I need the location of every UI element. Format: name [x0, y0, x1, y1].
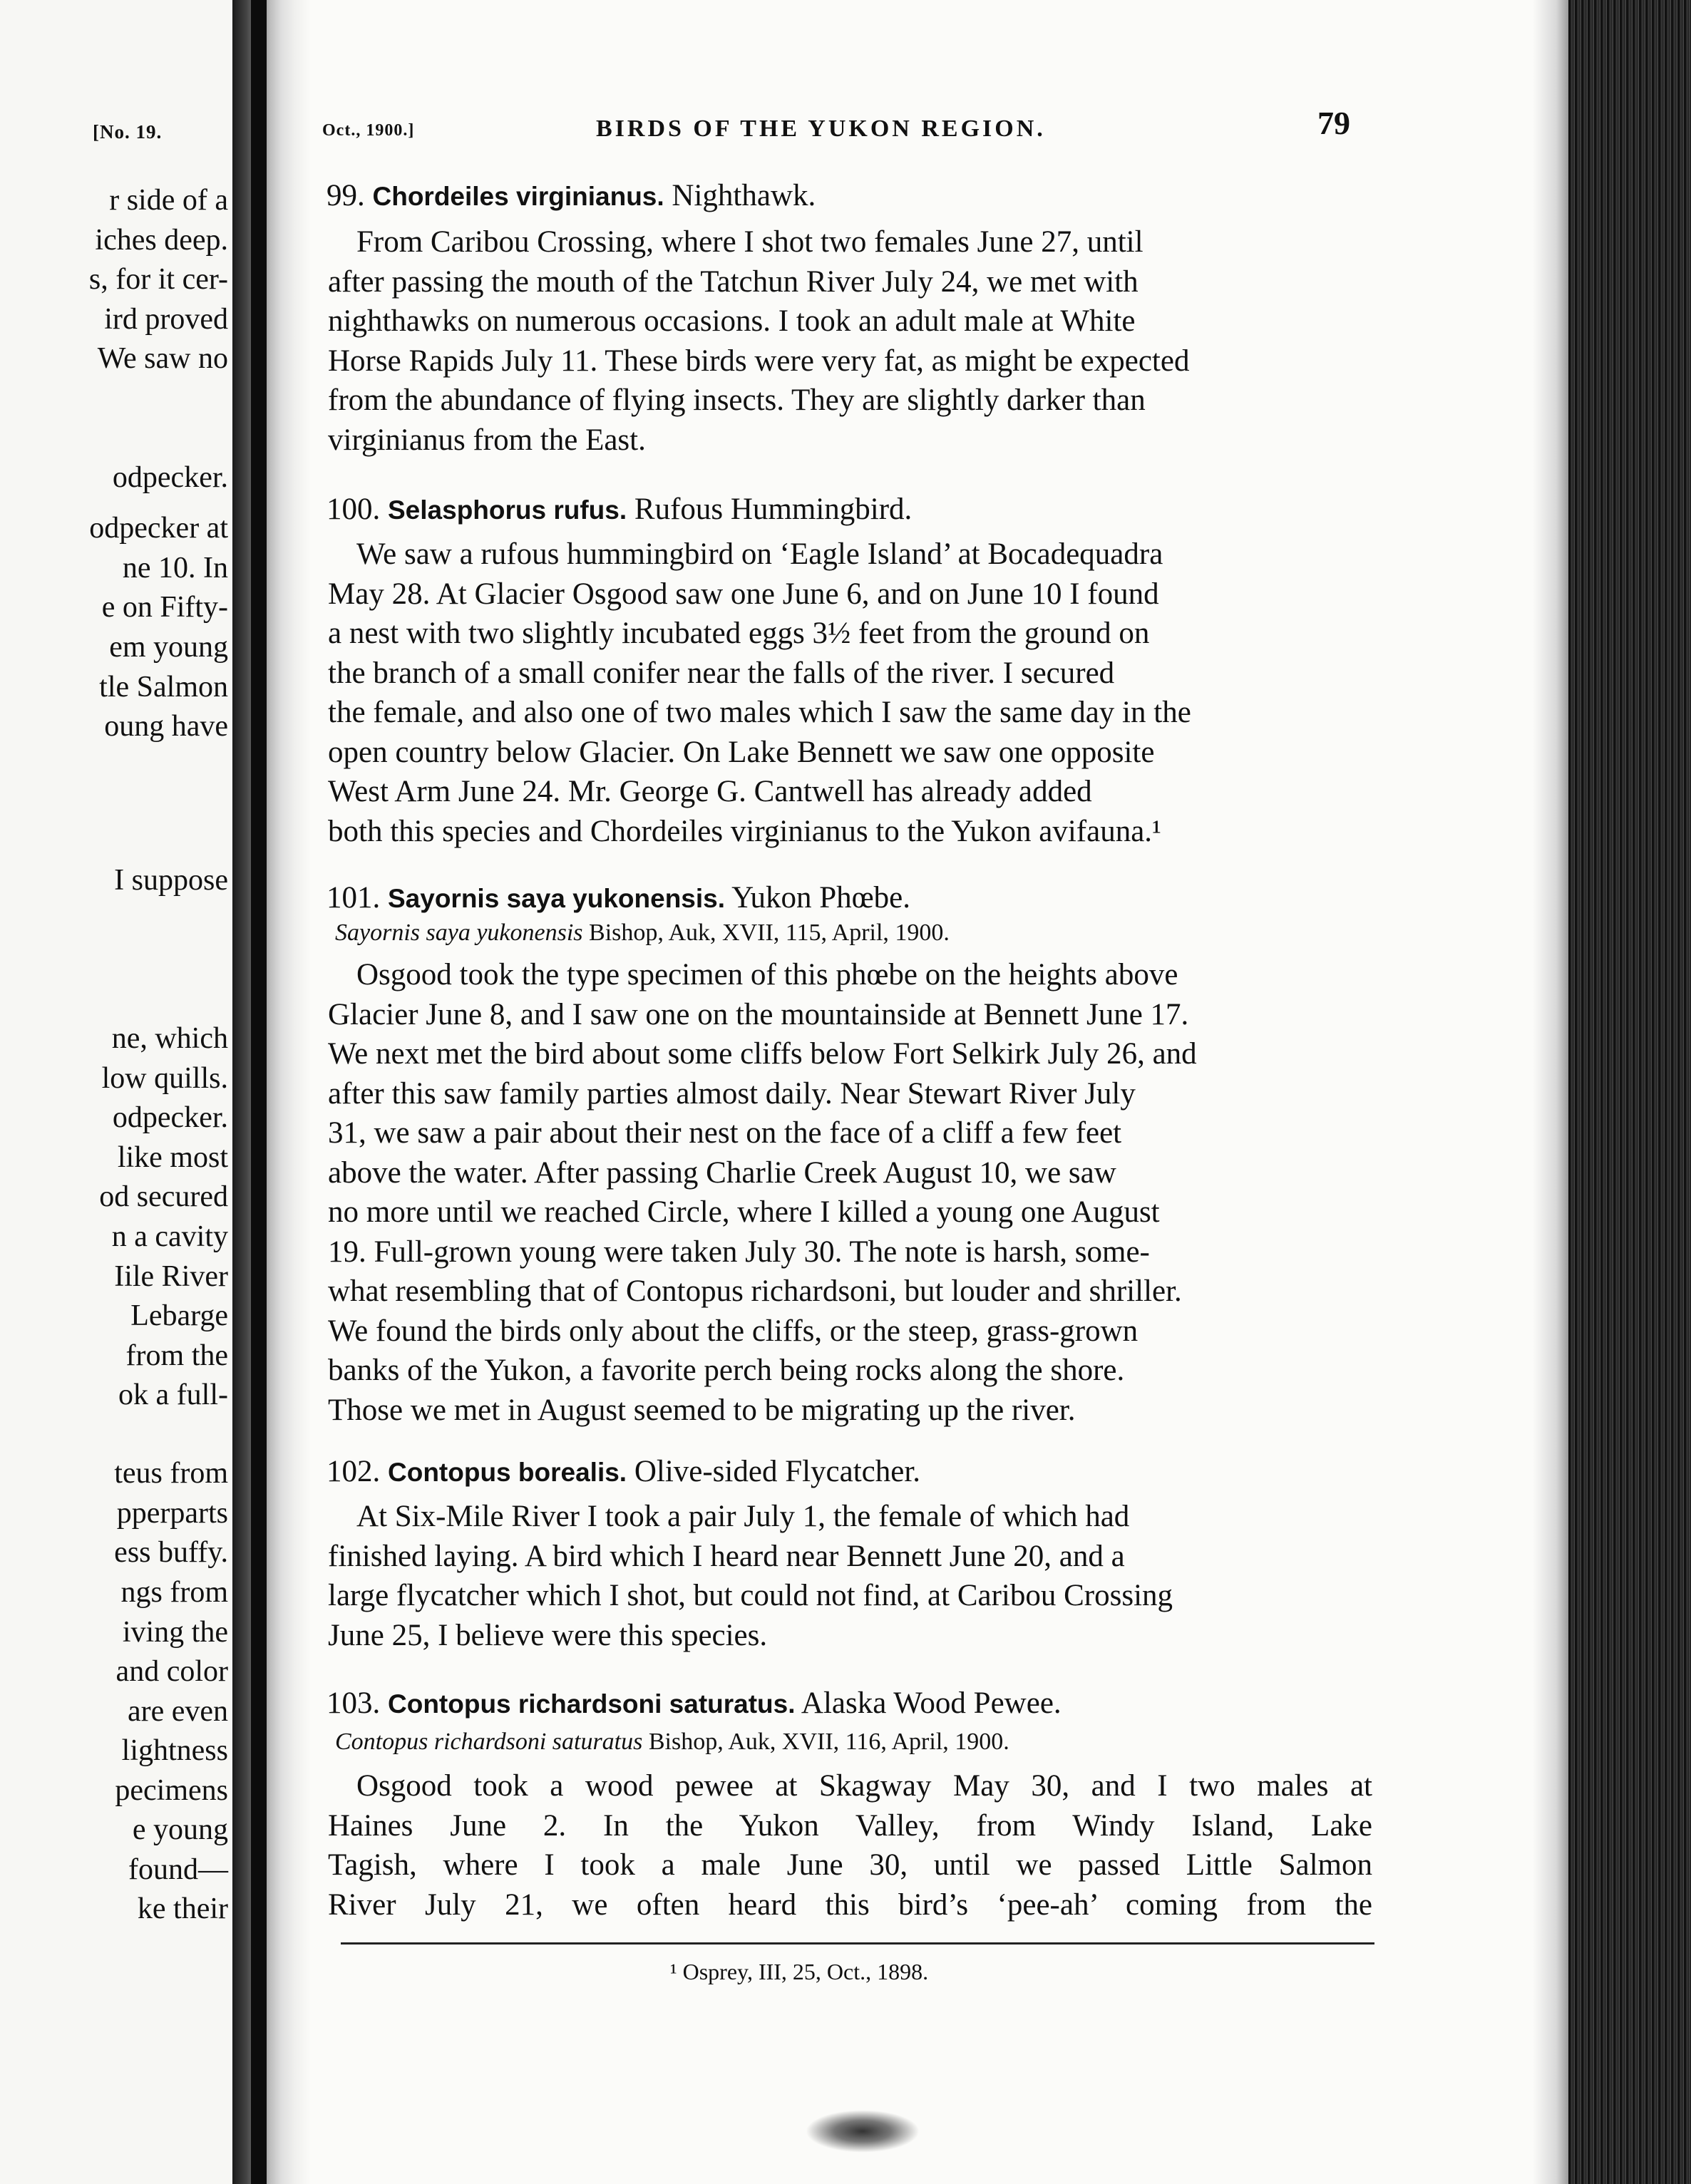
left-page-line: odpecker. — [112, 461, 228, 494]
left-page-line: pecimens — [115, 1774, 228, 1807]
left-page-line: Iile River — [114, 1260, 228, 1293]
species-102-heading: 102. Contopus borealis. Olive-sided Flycatcher. — [327, 1455, 921, 1488]
left-page-line: ngs from — [120, 1576, 228, 1609]
left-page-line: r side of a — [109, 184, 228, 217]
left-page-line: odpecker. — [112, 1101, 228, 1134]
left-page-header: [No. 19. — [93, 121, 163, 143]
left-page-line: found— — [128, 1853, 228, 1886]
left-page-line: from the — [125, 1339, 228, 1372]
book-page-edges — [1568, 0, 1691, 2184]
footnote: ¹ Osprey, III, 25, Oct., 1898. — [670, 1959, 929, 1984]
species-100-text: We saw a rufous hummingbird on ‘Eagle Island’ at Bocadequadra May 28. At Glacier Osgood saw one June 6, and on June 10 I found a nest with two slightly incubated eggs 3½ feet from the ground on the branch of a small conifer near the falls of the river. I secured the female, and also one of two males which I saw the same day in the open country below Glacier. On Lake Bennett we saw one opposite West Arm June 24. Mr. George G. Cantwell has already added both this species and Chordeiles virginianus to the Yukon avifauna.¹ — [328, 537, 1191, 848]
left-page-line: odpecker at — [89, 512, 228, 545]
species-103-text: Osgood took a wood pewee at Skagway May 30, and I two males at Haines June 2. In the Yukon Valley, from Windy Island, Lake Tagish, where I took a male June 30, until we passed Little Salmon River July 21, we often heard this bird’s ‘pee-ah’ coming from the — [328, 1769, 1372, 1922]
header-date: Oct., 1900.] — [322, 121, 415, 140]
species-101-citation: Sayornis saya yukonensis Bishop, Auk, XVII, 115, April, 1900. — [335, 920, 950, 946]
running-title: BIRDS OF THE YUKON REGION. — [596, 115, 1046, 142]
species-common-name: Nighthawk. — [672, 179, 816, 212]
left-page-line: ok a full- — [118, 1379, 228, 1411]
species-101-heading: 101. Sayornis saya yukonensis. Yukon Phœbe. — [327, 881, 911, 915]
left-page-line: and color — [115, 1655, 228, 1688]
left-page-line: teus from — [114, 1457, 228, 1490]
left-page-line: are even — [127, 1695, 228, 1728]
left-page-line: lightness — [121, 1734, 228, 1767]
species-100-heading: 100. Selasphorus rufus. Rufous Hummingbird. — [327, 493, 913, 526]
left-page-line: e on Fifty- — [101, 591, 228, 624]
left-page-line: iving the — [122, 1616, 228, 1649]
left-page-line: I suppose — [114, 864, 228, 897]
left-page-line: iches deep. — [95, 224, 228, 257]
species-103-citation: Contopus richardsoni saturatus Bishop, Auk, XVII, 116, April, 1900. — [335, 1729, 1009, 1755]
left-page-line: ne 10. In — [122, 552, 228, 584]
left-page-line: ird proved — [104, 303, 228, 336]
left-page-line: ke their — [137, 1892, 228, 1925]
species-101-text: Osgood took the type specimen of this phœbe on the heights above Glacier June 8, and I saw one on the mountainside at Bennett June 17. We next met the bird about some cliffs below Fort Selkirk July 26, and after this saw family parties almost daily. Near Stewart River July 31, we saw a pair about their nest on the face of a cliff a few feet above the water. After passing Charlie Creek August 10, we saw no more until we reached Circle, where I killed a young one August 19. Full-grown young were taken July 30. The note is harsh, some- what resembling that of Contopus richardsoni, but louder and shriller. We found the birds only about the cliffs, or the steep, grass-grown banks of the Yukon, a favorite perch being rocks along the shore. Those we met in August seemed to be migrating up the river. — [328, 958, 1197, 1427]
left-page-line: s, for it cer- — [88, 263, 228, 296]
left-page-line: n a cavity — [111, 1220, 228, 1253]
species-102-text: At Six-Mile River I took a pair July 1, the female of which had finished laying. A bird which I heard near Bennett June 20, and a large flycatcher which I shot, but could not find, at Caribou Crossing June 25, I believe were this species. — [328, 1500, 1173, 1652]
left-facing-page — [0, 0, 235, 2184]
left-page-line: ne, which — [111, 1022, 228, 1055]
left-page-line: od secured — [99, 1180, 228, 1213]
left-page-line: We saw no — [97, 342, 228, 375]
footnote-rule — [341, 1942, 1374, 1945]
page-number: 79 — [1317, 105, 1350, 141]
left-page-line: tle Salmon — [99, 671, 228, 704]
left-page-line: low quills. — [101, 1062, 228, 1095]
species-number: 99. — [327, 179, 365, 212]
left-page-line: em young — [109, 631, 228, 664]
left-page-line: ess buffy. — [114, 1536, 228, 1569]
left-page-line: oung have — [104, 710, 228, 743]
left-page-line: like most — [117, 1141, 228, 1174]
left-page-line: Lebarge — [130, 1299, 228, 1332]
page-smudge — [806, 2110, 920, 2153]
left-page-line: pperparts — [116, 1497, 228, 1530]
left-page-line: e young — [132, 1813, 228, 1846]
book-gutter — [232, 0, 311, 2184]
gutter-shadow — [251, 0, 267, 2184]
species-99-text: From Caribou Crossing, where I shot two females June 27, until after passing the mouth of the Tatchun River July 24, we met with nighthawks on numerous occasions. I took an adult male at White Horse Rapids July 11. These birds were very fat, as might be expected from the abundance of flying insects. They are slightly darker than virginianus from the East. — [328, 225, 1190, 457]
species-scientific-name: Chordeiles virginianus. — [372, 182, 664, 211]
species-99-heading — [327, 178, 816, 213]
species-103-heading: 103. Contopus richardsoni saturatus. Alaska Wood Pewee. — [327, 1686, 1062, 1720]
